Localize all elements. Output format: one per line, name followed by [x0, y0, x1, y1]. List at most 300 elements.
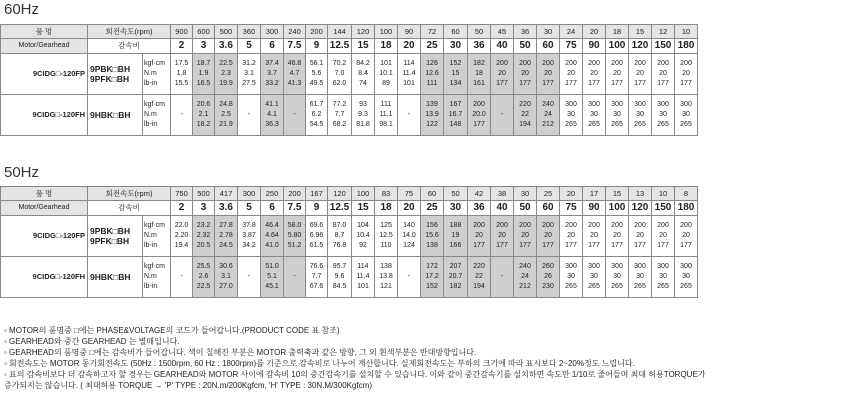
ratio-value: 180: [675, 39, 698, 54]
speed-value: 30: [514, 187, 537, 201]
torque-cell: [675, 216, 698, 257]
speed-value: 83: [375, 187, 398, 201]
torque-value: 2.6: [198, 273, 209, 280]
ratio-value: 50: [514, 201, 537, 216]
torque-value: 10.1: [379, 70, 393, 77]
torque-value: 101: [403, 80, 415, 87]
torque-value: 30: [636, 111, 644, 118]
ratio-value: 5: [238, 201, 261, 216]
ratio-value: 15: [352, 201, 375, 216]
torque-cell: [444, 257, 468, 298]
speed-value: 20: [560, 187, 583, 201]
torque-value: 20: [590, 232, 598, 239]
torque-value: 11.1: [379, 111, 393, 118]
torque-value: 200: [680, 60, 692, 67]
torque-value: 300: [680, 263, 692, 270]
torque-value: 27.8: [219, 222, 233, 229]
torque-value: 36.3: [265, 121, 279, 128]
torque-table-50hz: [0, 186, 698, 298]
torque-cell: [421, 216, 444, 257]
torque-cell: [193, 257, 215, 298]
ratio-value: 20: [398, 39, 421, 54]
torque-cell: [193, 216, 215, 257]
torque-value: 200: [634, 60, 646, 67]
torque-value: -: [180, 111, 183, 118]
torque-value: 20: [590, 70, 598, 77]
ratio-value: 30: [444, 39, 468, 54]
torque-value: 20.7: [448, 273, 463, 280]
speed-value: 144: [328, 25, 352, 39]
torque-value: 41.3: [287, 80, 302, 87]
torque-value: 30: [659, 273, 667, 280]
speed-value: 72: [421, 25, 444, 39]
torque-value: 101: [380, 60, 392, 67]
speed-value: 100: [352, 187, 375, 201]
torque-value: 114: [357, 263, 369, 270]
torque-value: 33.2: [265, 80, 279, 87]
torque-cell: [468, 54, 491, 95]
torque-value: 24: [544, 111, 552, 118]
torque-cell: [306, 54, 328, 95]
torque-value: 240: [519, 263, 531, 270]
torque-value: 265: [657, 121, 669, 128]
torque-value: 177: [680, 80, 692, 87]
speed-value: 17: [583, 187, 606, 201]
torque-cell: [398, 257, 421, 298]
torque-value: 172: [426, 263, 438, 270]
torque-cell: [193, 54, 215, 95]
speed-value: 300: [238, 187, 261, 201]
torque-value: 19.4: [174, 242, 189, 249]
torque-cell: [514, 54, 537, 95]
torque-cell: [652, 95, 675, 136]
motor-model: 9CIDG□-120FH: [1, 95, 88, 136]
torque-cell: [171, 54, 193, 95]
torque-value: 15: [451, 70, 460, 77]
speed-value: 500: [193, 187, 215, 201]
torque-value: 200: [657, 222, 669, 229]
torque-cell: [284, 216, 306, 257]
torque-cell: [606, 54, 629, 95]
torque-value: 20.0: [472, 111, 486, 118]
torque-cell: [491, 54, 514, 95]
torque-value: 177: [611, 80, 623, 87]
torque-value: 177: [634, 80, 646, 87]
torque-value: 5.1: [267, 273, 277, 280]
torque-value: 200: [634, 222, 646, 229]
torque-value: -: [500, 273, 504, 280]
torque-value: 19: [451, 232, 460, 239]
ratio-value: 6: [261, 39, 284, 54]
torque-value: -: [407, 111, 411, 118]
torque-value: 3.87: [242, 232, 256, 239]
note-line: ◦ GEARHEAD와 중간 GEARHEAD 는 별매입니다.: [4, 337, 180, 346]
torque-value: 20: [521, 70, 529, 77]
torque-value: 61.7: [309, 101, 324, 108]
torque-value: 194: [473, 283, 485, 290]
speed-value: 200: [306, 25, 328, 39]
torque-value: 138: [380, 263, 392, 270]
speed-value: 120: [328, 187, 352, 201]
speed-value: 36: [514, 25, 537, 39]
torque-value: 11.4: [356, 273, 370, 280]
torque-value: 84.2: [356, 60, 370, 67]
torque-value: 7.0: [334, 70, 345, 77]
note-line: ◦ 회전속도는 MOTOR 동기회전속도 (50Hz : 1500rpm, 60 Hz : 1800rpm)를 기준으로 감속비로 나누어 계산합니다. 실제회전속도는 부하의 크기에 따라 표시보다 2~20%정도 느립니다.: [4, 359, 635, 368]
torque-value: 77.2: [332, 101, 347, 108]
speed-value: 120: [352, 25, 375, 39]
torque-value: 12.5: [379, 232, 393, 239]
torque-cell: [421, 257, 444, 298]
speed-value: 167: [306, 187, 328, 201]
torque-value: 6.2: [311, 111, 322, 118]
torque-value: 1.9: [198, 70, 209, 77]
ratio-value: 60: [537, 39, 560, 54]
product-name-header: 품 명: [1, 187, 88, 201]
torque-value: 122: [426, 121, 438, 128]
speed-value: 600: [193, 25, 215, 39]
ratio-value: 75: [560, 201, 583, 216]
torque-cell: [629, 257, 652, 298]
torque-cell: [421, 54, 444, 95]
torque-value: 200: [542, 222, 554, 229]
speed-header-row: [1, 187, 698, 201]
notes-list: [4, 325, 856, 391]
note-line: 증가되지는 않습니다. ( 최대허용 TORQUE → 'P' TYPE : 20N.m/200Kgfcm, 'H' TYPE : 30N.M/300Kgfcm): [4, 381, 372, 390]
torque-value: 300: [588, 263, 600, 270]
torque-unit: lb-in: [144, 283, 158, 290]
torque-value: -: [247, 111, 251, 118]
torque-value: 41.1: [265, 101, 279, 108]
torque-value: 22.0: [174, 222, 189, 229]
rotation-speed-header: 회전속도(rpm): [88, 187, 171, 201]
torque-cell: [652, 54, 675, 95]
torque-value: 152: [426, 283, 438, 290]
torque-cell: [352, 54, 375, 95]
torque-value: 20: [498, 70, 506, 77]
torque-value: 46.4: [265, 222, 279, 229]
speed-value: 25: [537, 187, 560, 201]
torque-unit: N.m: [144, 273, 157, 280]
torque-cell: [375, 95, 398, 136]
torque-value: 177: [473, 242, 485, 249]
torque-value: 87.0: [332, 222, 347, 229]
torque-cell: [238, 216, 261, 257]
torque-value: 5.6: [311, 70, 322, 77]
torque-cell: [491, 257, 514, 298]
speed-value: 50: [468, 25, 491, 39]
torque-value: -: [500, 111, 504, 118]
torque-value: 41.0: [265, 242, 279, 249]
ratio-value: 75: [560, 39, 583, 54]
ratio-value: 5: [238, 39, 261, 54]
motor-gearhead-header: Motor/Gearhead: [1, 39, 88, 54]
torque-value: 4.7: [289, 70, 300, 77]
speed-value: 500: [215, 25, 238, 39]
speed-value: 8: [675, 187, 698, 201]
torque-value: 37.4: [265, 60, 279, 67]
speed-value: 200: [284, 187, 306, 201]
torque-value: 62.0: [332, 80, 347, 87]
torque-value: 25.5: [196, 263, 211, 270]
torque-value: 1.8: [176, 70, 187, 77]
torque-value: 76.6: [309, 263, 324, 270]
torque-unit: kgf·cm: [144, 263, 165, 270]
torque-value: 30: [636, 273, 644, 280]
torque-value: 300: [634, 263, 646, 270]
torque-value: -: [293, 111, 296, 118]
speed-value: 240: [284, 25, 306, 39]
torque-value: 22: [521, 111, 529, 118]
torque-value: 300: [611, 263, 623, 270]
torque-cell: [375, 54, 398, 95]
torque-value: 70.2: [332, 60, 347, 67]
torque-cell: [675, 95, 698, 136]
torque-value: 22.5: [219, 60, 233, 67]
torque-value: 7.7: [311, 273, 322, 280]
torque-value: 6.96: [309, 232, 324, 239]
torque-value: 13.8: [379, 273, 393, 280]
torque-units: [143, 216, 171, 257]
torque-value: 265: [634, 283, 646, 290]
torque-value: 20: [659, 70, 667, 77]
torque-value: 20: [613, 232, 621, 239]
torque-value: 104: [357, 222, 369, 229]
torque-value: 177: [542, 242, 554, 249]
torque-value: 182: [473, 60, 485, 67]
torque-value: 30: [682, 111, 690, 118]
torque-cell: [583, 54, 606, 95]
torque-unit: N.m: [144, 232, 157, 239]
gearhead-model: 9PFK□BH: [90, 236, 130, 246]
ratio-value: 36: [468, 201, 491, 216]
torque-cell: [375, 257, 398, 298]
torque-value: 27.0: [219, 283, 233, 290]
torque-value: -: [180, 273, 183, 280]
torque-value: 24.5: [219, 242, 233, 249]
torque-value: 30: [590, 273, 598, 280]
motor-model: 9CIDG□-120FP: [1, 54, 88, 95]
speed-value: 360: [238, 25, 261, 39]
torque-cell: [328, 257, 352, 298]
torque-value: 74: [359, 80, 367, 87]
motor-model: 9CIDG□-120FH: [1, 257, 88, 298]
reduction-ratio-header: 감속비: [88, 39, 171, 54]
torque-value: 161: [473, 80, 485, 87]
torque-cell: [652, 216, 675, 257]
torque-value: 200: [588, 60, 600, 67]
torque-cell: [537, 95, 560, 136]
torque-value: 265: [588, 121, 600, 128]
torque-value: 98.1: [379, 121, 393, 128]
ratio-value: 30: [444, 201, 468, 216]
torque-cell: [306, 216, 328, 257]
torque-value: 194: [519, 121, 531, 128]
speed-value: 10: [652, 187, 675, 201]
reduction-ratio-header: 감속비: [88, 201, 171, 216]
speed-value: 12: [652, 25, 675, 39]
gearhead-models: [88, 216, 143, 257]
speed-value: 38: [491, 187, 514, 201]
torque-value: 177: [542, 80, 554, 87]
torque-value: 220: [473, 263, 485, 270]
torque-cell: [675, 257, 698, 298]
ratio-value: 40: [491, 39, 514, 54]
torque-cell: [537, 257, 560, 298]
torque-value: 8.7: [334, 232, 345, 239]
torque-value: 230: [542, 283, 554, 290]
gearhead-model: 9PFK□BH: [90, 74, 130, 84]
torque-value: 3.7: [267, 70, 277, 77]
gearhead-model: 9PBK□BH: [90, 64, 131, 74]
motor-data-row: [1, 216, 698, 257]
torque-cell: [284, 257, 306, 298]
ratio-value: 50: [514, 39, 537, 54]
torque-value: 2.32: [196, 232, 211, 239]
ratio-value: 3: [193, 39, 215, 54]
torque-unit: kgf·cm: [144, 60, 165, 67]
torque-value: 30: [613, 273, 621, 280]
section-title-50hz: 50Hz: [4, 164, 40, 181]
torque-value: 200: [473, 222, 485, 229]
torque-value: 81.8: [356, 121, 370, 128]
ratio-value: 3: [193, 201, 215, 216]
torque-cell: [375, 216, 398, 257]
torque-value: 124: [403, 242, 415, 249]
torque-cell: [261, 257, 284, 298]
torque-value: 111: [380, 101, 392, 108]
motor-data-row: [1, 257, 698, 298]
torque-cell: [468, 216, 491, 257]
torque-value: 30: [567, 111, 575, 118]
torque-value: 110: [380, 242, 392, 249]
torque-unit: kgf·cm: [144, 222, 165, 229]
torque-value: 200: [519, 222, 531, 229]
ratio-value: 100: [606, 39, 629, 54]
torque-value: 34.2: [242, 242, 256, 249]
speed-value: 900: [171, 25, 193, 39]
torque-value: 111: [426, 80, 438, 87]
torque-value: 200: [496, 60, 508, 67]
torque-value: 177: [657, 242, 669, 249]
torque-value: 2.3: [221, 70, 231, 77]
torque-value: 89: [382, 80, 390, 87]
ratio-value: 20: [398, 201, 421, 216]
rotation-speed-header: 회전속도(rpm): [88, 25, 171, 39]
torque-cell: [238, 54, 261, 95]
gearhead-models: [88, 54, 143, 95]
torque-cell: [421, 95, 444, 136]
torque-value: 20: [636, 232, 644, 239]
torque-value: 20: [544, 70, 552, 77]
torque-units: [143, 257, 171, 298]
torque-value: 177: [473, 121, 485, 128]
torque-units: [143, 95, 171, 136]
torque-value: 114: [403, 60, 415, 67]
torque-value: 67.6: [309, 283, 324, 290]
torque-value: 58.0: [287, 222, 302, 229]
torque-value: 22: [475, 273, 483, 280]
torque-cell: [261, 216, 284, 257]
torque-value: 4.64: [265, 232, 279, 239]
torque-value: 200: [496, 222, 508, 229]
torque-value: 265: [634, 121, 646, 128]
torque-cell: [583, 216, 606, 257]
torque-value: 121: [380, 283, 392, 290]
torque-value: 21.9: [219, 121, 233, 128]
torque-value: 200: [588, 222, 600, 229]
ratio-value: 12.5: [328, 39, 352, 54]
torque-value: 24: [521, 273, 529, 280]
torque-value: 27.5: [242, 80, 256, 87]
torque-value: 126: [426, 60, 438, 67]
speed-value: 60: [421, 187, 444, 201]
torque-cell: [238, 257, 261, 298]
torque-unit: lb-in: [144, 80, 158, 87]
torque-value: 167: [449, 101, 462, 108]
speed-value: 50: [444, 187, 468, 201]
torque-value: 18.2: [196, 121, 211, 128]
torque-value: 260: [542, 263, 554, 270]
torque-cell: [352, 216, 375, 257]
torque-cell: [583, 95, 606, 136]
torque-value: 20: [475, 232, 483, 239]
torque-cell: [606, 257, 629, 298]
torque-cell: [537, 54, 560, 95]
ratio-value: 9: [306, 39, 328, 54]
torque-unit: N.m: [144, 70, 157, 77]
torque-cell: [468, 257, 491, 298]
torque-cell: [261, 54, 284, 95]
torque-value: 300: [565, 101, 577, 108]
torque-value: 265: [565, 283, 577, 290]
torque-value: 140: [403, 222, 415, 229]
gearhead-models: [88, 257, 143, 298]
torque-value: 300: [588, 101, 600, 108]
torque-value: 300: [565, 263, 577, 270]
speed-value: 417: [215, 187, 238, 201]
torque-cell: [215, 257, 238, 298]
torque-value: 200: [657, 60, 669, 67]
torque-value: 84.5: [332, 283, 347, 290]
product-name-header: 품 명: [1, 25, 88, 39]
speed-value: 100: [375, 25, 398, 39]
torque-cell: [468, 95, 491, 136]
ratio-value: 18: [375, 201, 398, 216]
torque-cell: [606, 216, 629, 257]
speed-value: 750: [171, 187, 193, 201]
torque-value: 30: [613, 111, 621, 118]
torque-cell: [261, 95, 284, 136]
note-line: ◦ 표의 감속비보다 더 감속하고자 할 경우는 GEARHEAD와 MOTOR 사이에 감속비 10의 중간감속기를 설치할 수 있습니다. 이와 같이 중간감속기를 설치하면 속도만 1/10로 줄어들며 최대 허용TORQUE가: [4, 370, 706, 379]
torque-value: 101: [357, 283, 369, 290]
ratio-value: 40: [491, 201, 514, 216]
speed-value: 10: [675, 25, 698, 39]
torque-value: 5.80: [287, 232, 302, 239]
torque-value: 45.1: [265, 283, 279, 290]
torque-value: 265: [588, 283, 600, 290]
speed-value: 13: [629, 187, 652, 201]
torque-cell: [444, 216, 468, 257]
torque-value: 51.2: [287, 242, 302, 249]
ratio-value: 150: [652, 39, 675, 54]
ratio-value: 7.5: [284, 201, 306, 216]
speed-value: 15: [606, 187, 629, 201]
torque-value: 30: [590, 111, 598, 118]
torque-value: 68.2: [332, 121, 347, 128]
torque-value: 20: [682, 70, 690, 77]
torque-value: 212: [519, 283, 531, 290]
